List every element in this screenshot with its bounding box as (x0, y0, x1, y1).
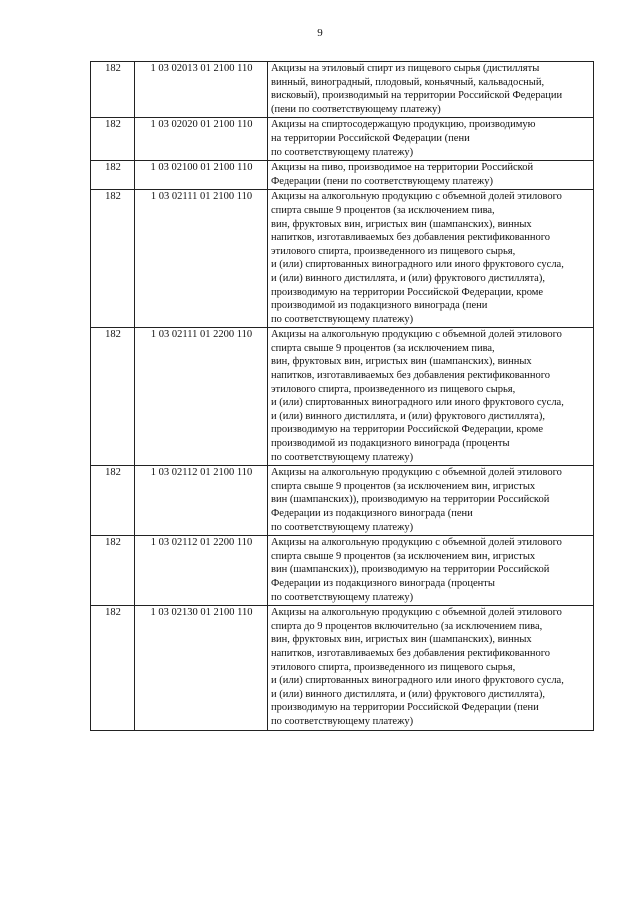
revenue-name-line: вин, фруктовых вин, игристых вин (шампанских), винных (271, 634, 532, 646)
revenue-name-line: спирта свыше 9 процентов (за исключением пива, (271, 342, 495, 354)
table-row (91, 606, 594, 730)
revenue-name-line: этилового спирта, произведенного из пищевого сырья, (271, 661, 516, 673)
budget-classification-code-cell: 1 03 02100 01 2100 110 (135, 161, 268, 190)
revenue-name-line: Федерации (пени по соответствующему платежу) (271, 175, 493, 187)
revenue-name-line: вин, фруктовых вин, игристых вин (шампанских), винных (271, 218, 532, 230)
admin-code-cell: 182 (91, 118, 135, 161)
revenue-name-line: напитков, изготавливаемых без добавления ректификованного (271, 232, 551, 244)
revenue-name-line: спирта до 9 процентов включительно (за исключением пива, (271, 620, 543, 632)
revenue-name-line: по соответствующему платежу) (271, 591, 414, 603)
revenue-name-line: производимой из подакцизного винограда (пени (271, 300, 488, 312)
budget-classification-code-cell: 1 03 02111 01 2200 110 (135, 328, 268, 466)
budget-codes-table (90, 61, 594, 731)
table-row (91, 62, 594, 118)
table-row (91, 190, 594, 328)
revenue-name-line: винный, виноградный, плодовый, коньячный, кальвадосный, (271, 76, 545, 88)
revenue-name-line: на территории Российской Федерации (пени (271, 132, 470, 144)
revenue-name-cell (268, 161, 594, 190)
revenue-name-line: Акцизы на алкогольную продукцию с объемной долей этилового (271, 329, 562, 341)
revenue-name-line: Федерации из подакцизного винограда (пени (271, 508, 473, 519)
revenue-name-cell (268, 328, 594, 466)
table-row (91, 118, 594, 161)
admin-code-cell: 182 (91, 536, 135, 606)
revenue-name-line: по соответствующему платежу) (271, 146, 414, 158)
revenue-name-line: Акцизы на алкогольную продукцию с объемной долей этилового (271, 191, 562, 203)
revenue-name-line: и (или) винного дистиллята, и (или) фруктового дистиллята), (271, 688, 545, 700)
budget-classification-code-cell: 1 03 02112 01 2100 110 (135, 466, 268, 536)
admin-code-cell: 182 (91, 606, 135, 730)
admin-code-cell: 182 (91, 190, 135, 328)
revenue-name-line: (пени по соответствующему платежу) (271, 103, 441, 115)
revenue-name-line: Акцизы на алкогольную продукцию с объемной долей этилового (271, 607, 562, 619)
revenue-name-line: производимую на территории Российской Федерации, кроме (271, 424, 544, 436)
revenue-name-line: Акцизы на пиво, производимое на территории Российской (271, 162, 534, 174)
budget-classification-code-cell: 1 03 02013 01 2100 110 (135, 62, 268, 118)
revenue-name-line: и (или) спиртованных виноградного или иного фруктового сусла, (271, 675, 564, 687)
revenue-name-line: висковый), производимый на территории Российской Федерации (271, 90, 563, 102)
revenue-name-line: и (или) спиртованных виноградного или иного фруктового сусла, (271, 397, 564, 409)
admin-code-cell: 182 (91, 161, 135, 190)
revenue-name-line: по соответствующему платежу) (271, 451, 414, 463)
revenue-name-line: напитков, изготавливаемых без добавления ректификованного (271, 647, 551, 659)
revenue-name-line: вин (шампанских)), производимую на территории Российской (271, 564, 550, 576)
admin-code-cell: 182 (91, 328, 135, 466)
revenue-name-line: и (или) винного дистиллята, и (или) фруктового дистиллята), (271, 410, 545, 422)
revenue-name-cell (268, 466, 594, 536)
revenue-name-line: спирта свыше 9 процентов (за исключением пива, (271, 204, 495, 216)
revenue-name-line: по соответствующему платежу) (271, 715, 414, 727)
revenue-name-cell (268, 190, 594, 328)
revenue-name-line: Акцизы на алкогольную продукцию с объемной долей этилового (271, 537, 562, 549)
revenue-name-line: этилового спирта, произведенного из пищевого сырья, (271, 383, 516, 395)
revenue-name-line: и (или) спиртованных виноградного или иного фруктового сусла, (271, 259, 564, 271)
revenue-name-line: спирта свыше 9 процентов (за исключением вин, игристых (271, 480, 536, 492)
revenue-name-cell (268, 536, 594, 606)
table-row (91, 328, 594, 466)
revenue-name-line: по соответствующему платежу) (271, 521, 414, 533)
revenue-name-line: производимой из подакцизного винограда (проценты (271, 438, 510, 450)
revenue-name-line: Федерации из подакцизного винограда (проценты (271, 577, 495, 589)
revenue-name-cell (268, 118, 594, 161)
revenue-name-cell (268, 62, 594, 118)
revenue-name-line: вин, фруктовых вин, игристых вин (шампанских), винных (271, 356, 532, 368)
revenue-name-cell (268, 606, 594, 730)
revenue-name-line: и (или) винного дистиллята, и (или) фруктового дистиллята), (271, 272, 545, 284)
revenue-name-line: этилового спирта, произведенного из пищевого сырья, (271, 245, 516, 257)
revenue-name-line: вин (шампанских)), производимую на территории Российской (271, 494, 550, 506)
table-row (91, 536, 594, 606)
page-number: 9 (317, 27, 323, 39)
budget-classification-code-cell: 1 03 02130 01 2100 110 (135, 606, 268, 730)
table-row (91, 466, 594, 536)
admin-code-cell: 182 (91, 466, 135, 536)
budget-classification-code-cell: 1 03 02020 01 2100 110 (135, 118, 268, 161)
revenue-name-line: по соответствующему платежу) (271, 313, 414, 325)
budget-classification-code-cell: 1 03 02112 01 2200 110 (135, 536, 268, 606)
revenue-name-line: производимую на территории Российской Федерации (пени (271, 702, 539, 714)
revenue-name-line: напитков, изготавливаемых без добавления ректификованного (271, 370, 551, 382)
revenue-name-line: Акцизы на спиртосодержащую продукцию, производимую (271, 119, 536, 131)
budget-classification-code-cell: 1 03 02111 01 2100 110 (135, 190, 268, 328)
table-row (91, 161, 594, 190)
admin-code-cell: 182 (91, 62, 135, 118)
table-body (91, 62, 594, 731)
revenue-name-line: Акцизы на алкогольную продукцию с объемной долей этилового (271, 467, 562, 479)
revenue-name-line: Акцизы на этиловый спирт из пищевого сырья (дистилляты (271, 63, 540, 74)
revenue-name-line: производимую на территории Российской Федерации, кроме (271, 286, 544, 298)
revenue-name-line: спирта свыше 9 процентов (за исключением вин, игристых (271, 550, 536, 562)
